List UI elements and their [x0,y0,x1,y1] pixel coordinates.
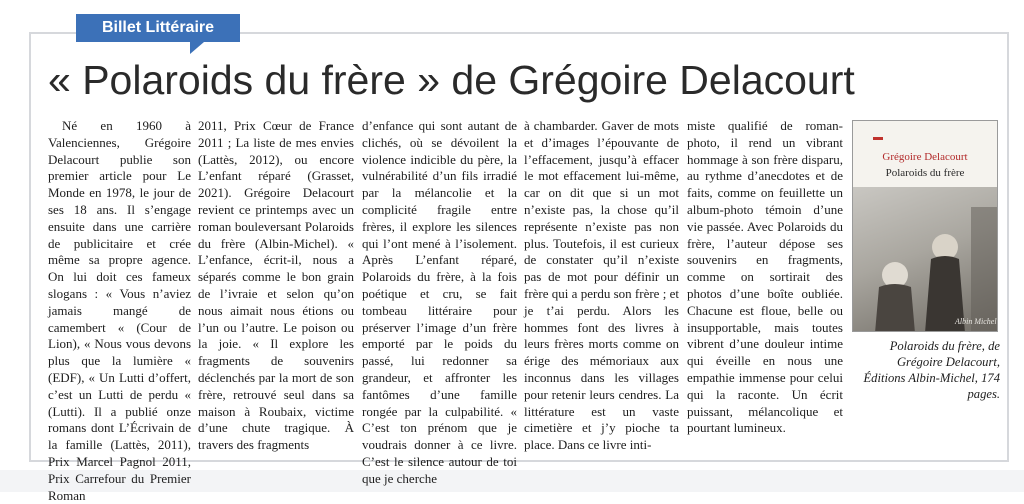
article-headline: « Polaroids du frère » de Grégoire Delacourt [48,57,855,103]
article-column-2: 2011, Prix Cœur de France 2011 ; La liste de mes envies (Lattès, 2012), ou encore L’enfant réparé (Grasset, 2021). Grégoire Delacourt revient ce printemps avec un roman bouleversant Polaroids du frère (Albin-Michel). « L’enfance, écrit-il, nous a séparés comme le bon grain de l’ivraie et selon qu’on nous aimait nous étions ou l’un ou l’autre. Le poison ou la joie. « Il explore les fragments de souvenirs déclenchés par la mort de son frère, retrouvé seul dans sa maison à Roubaix, victime d’une chute tragique. À travers des fragments [198,118,354,453]
section-tag: Billet Littéraire [76,14,240,42]
cover-author: Grégoire Delacourt [882,151,968,163]
cover-accent-mark [873,137,883,140]
section-tag-pointer [190,42,204,54]
cover-photo [853,187,998,332]
article-column-5: miste qualifié de roman-photo, il rend un vibrant hommage à son frère disparu, au rythme d’anecdotes et de faits, comme on feuillette un album-photo témoin d’une vie passée. Avec Polaroids du frère, l’auteur dépose ses souvenirs en fragments, comme on sortirait des photos d’une boîte oubliée. Chacune est floue, belle ou insupportable, mais toutes vibrent d’une douleur intime qui éveille en nous une empathie immense pour celui qui la raconte. Un écrit puissant, mélancolique et pourtant lumineux. [687,118,843,436]
article-column-4: à chambarder. Gaver de mots et d’images l’épouvante de l’effacement, jusqu’à effacer le mot effacement lui-même, car on dit que si un mot n’existe pas, la chose qu’il représente n’existe pas non plus. Toutefois, il est curieux de constater qu’il n’existe pas de mot pour définir un frère qui a perdu son frère ; et je t’ai perdu. Alors les hommes font des livres à leurs frères morts comme on érige des mémoriaux aux inconnus dans les villages pour retenir leurs cendres. La littérature est un vaste cimetière et j’y pioche ta place. Dans ce livre inti- [524,118,679,453]
book-cover-image [852,120,998,332]
article-column-3: d’enfance qui sont autant de clichés, où se dévoilent la violence indicible du père, la vulnérabilité d’un fils irradié par la mélancolie et la complicité fragile entre frères, il explore les silences qui l’ont mené à l’isolement. Après L’enfant réparé, Polaroids du frère, à la fois poétique et cru, se fait tombeau littéraire pour préserver l’image d’un frère emporté par le poids du passé, lui redonner sa grandeur, et affronter les fantômes d’une famille rongée par la culpabilité. « C’est ton prénom que je voudrais donner à ce livre. C’est le silence autour de toi que je cherche [362,118,517,486]
book-caption: Polaroids du frère, de Grégoire Delacourt, Éditions Albin-Michel, 174 pages. [863,339,1000,401]
article-column-1: Né en 1960 à Valenciennes, Grégoire Delacourt publie son premier article pour Le Monde en 1978, le jour de ses 18 ans. Il s’engage ensuite dans une carrière de publicitaire et crée même sa propre agence. On lui doit ces fameux slogans : « Vous n’aviez jamais mangé de camembert « (Cour de Lion), « Nous vous devons plus que la lumière « (EDF), « Un Lutti d’offert, c’est un Lutti de perdu « (Lutti). Il a publié onze romans dont L’Écrivain de la famille (Lattès, 2011), Prix Marcel Pagnol 2011, Prix Carrefour du Premier Roman [48,118,191,503]
cover-title: Polaroids du frère [885,167,965,179]
boys-photo-illustration [853,187,998,332]
cover-publisher: Albin Michel [955,317,997,326]
